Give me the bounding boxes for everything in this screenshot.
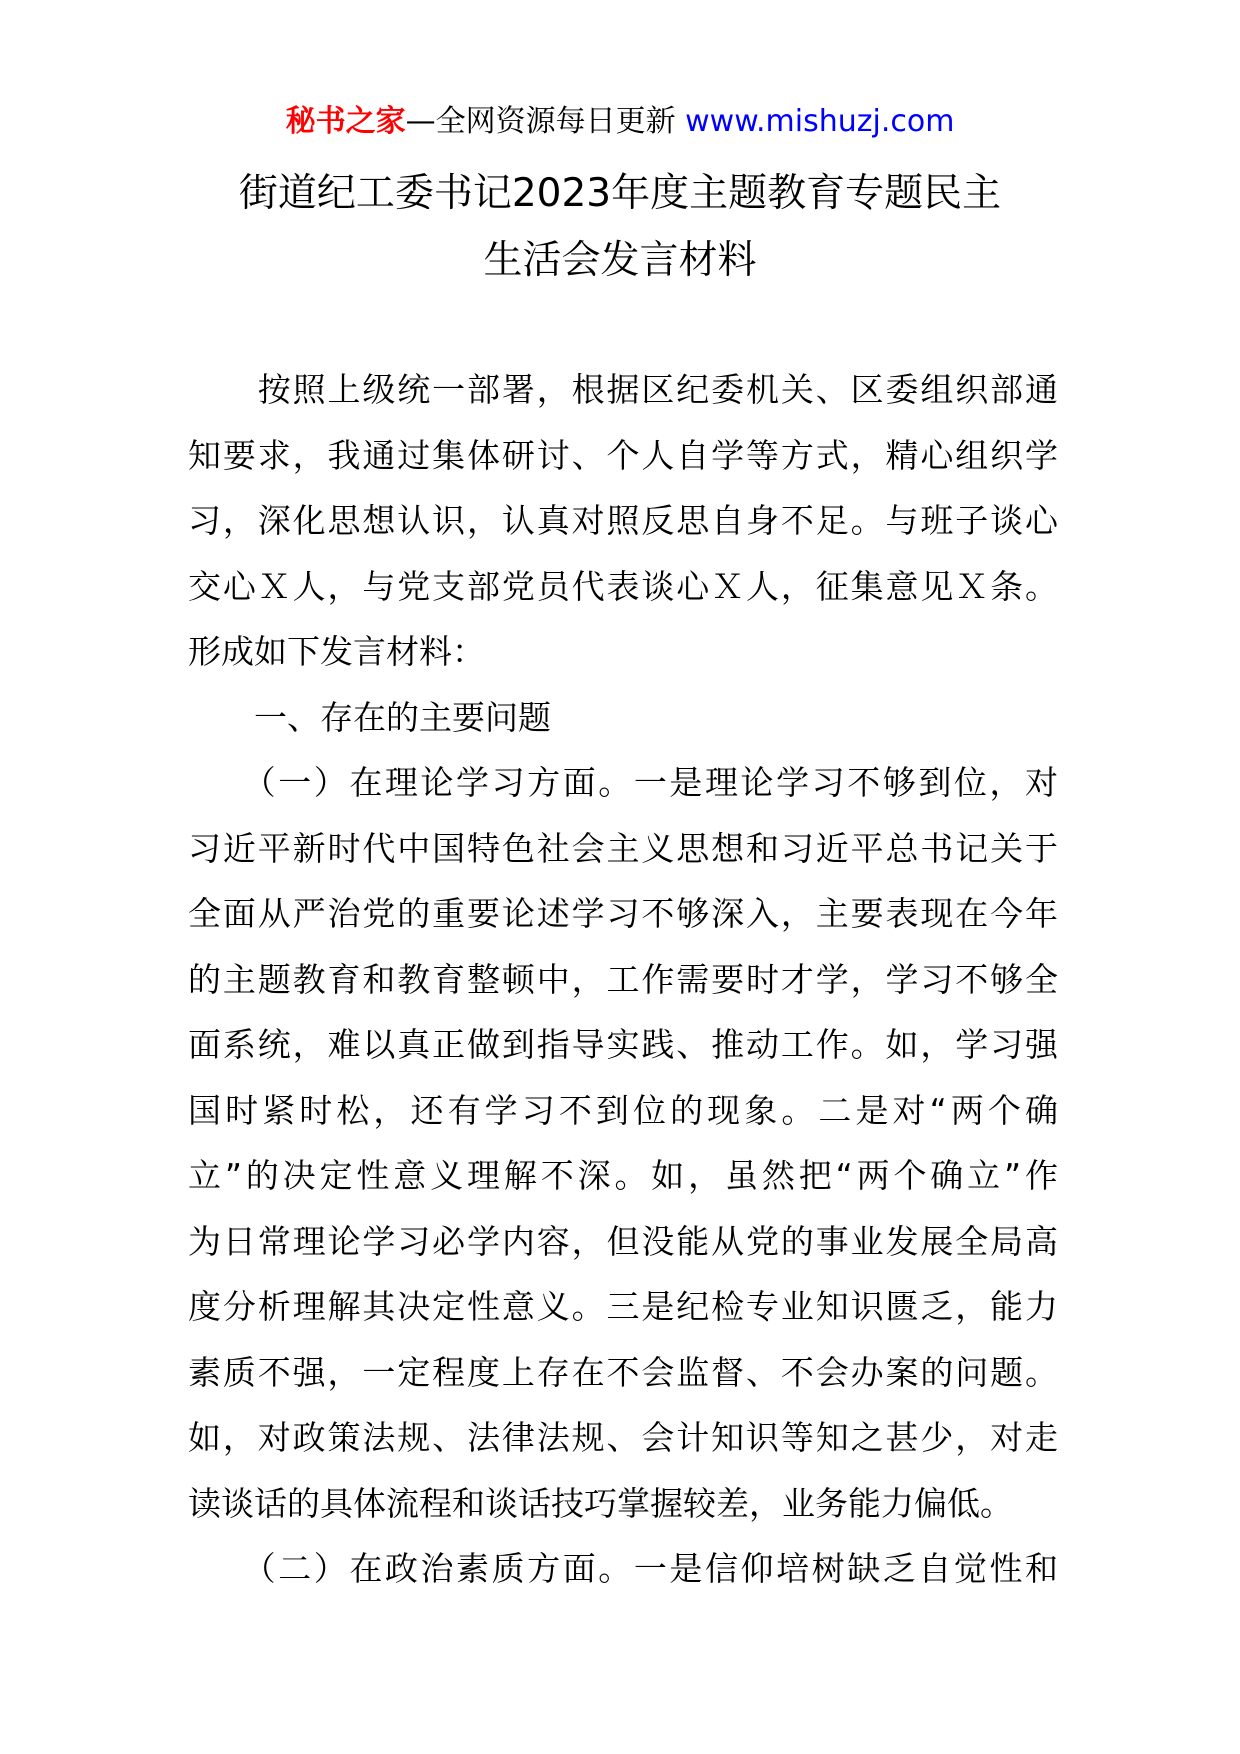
body-line: 全面从严治党的重要论述学习不够深入，主要表现在今年	[188, 894, 1058, 933]
body-line: 度分析理解其决定性意义。三是纪检专业知识匮乏，能力	[188, 1287, 1058, 1326]
title-line-2: 生活会发言材料	[483, 238, 757, 283]
body-line: 面系统，难以真正做到指导实践、推动工作。如，学习强	[188, 1025, 1058, 1064]
body-line: 习，深化思想认识，认真对照反思自身不足。与班子谈心	[188, 501, 1058, 540]
document-body	[188, 357, 1058, 1602]
site-header	[0, 100, 1240, 144]
body-line: 读谈话的具体流程和谈话技巧掌握较差，业务能力偏低。	[188, 1483, 1013, 1523]
body-line: 交心Ｘ人，与党支部党员代表谈心Ｘ人，征集意见Ｘ条。	[188, 566, 1058, 606]
body-line: （一）在理论学习方面。一是理论学习不够到位，对	[188, 763, 1058, 802]
body-line: （二）在政治素质方面。一是信仰培树缺乏自觉性和	[188, 1549, 1058, 1588]
body-line: 如，对政策法规、法律法规、会计知识等知之甚少，对走	[188, 1418, 1058, 1457]
body-line: 国时紧时松，还有学习不到位的现象。二是对“两个确	[188, 1090, 1058, 1130]
title-line-1: 街道纪工委书记2023年度主题教育专题民主	[238, 171, 1002, 216]
body-line: 的主题教育和教育整顿中，工作需要时才学，学习不够全	[188, 959, 1058, 999]
body-line: 素质不强，一定程度上存在不会监督、不会办案的问题。	[188, 1352, 1058, 1392]
body-line: 按照上级统一部署，根据区纪委机关、区委组织部通	[188, 370, 1058, 409]
body-line: 形成如下发言材料：	[188, 632, 485, 671]
site-brand: 秘书之家	[285, 104, 406, 139]
body-line: 习近平新时代中国特色社会主义思想和习近平总书记关于	[188, 828, 1058, 868]
site-url[interactable]: www.mishuzj.com	[685, 104, 955, 139]
body-line: 立”的决定性意义理解不深。如，虽然把“两个确立”作	[188, 1156, 1058, 1195]
body-line: 为日常理论学习必学内容，但没能从党的事业发展全局高	[188, 1221, 1058, 1261]
document-title	[120, 160, 1120, 294]
body-line: 知要求，我通过集体研讨、个人自学等方式，精心组织学	[188, 435, 1058, 475]
site-tagline: —全网资源每日更新	[405, 104, 686, 139]
section-heading: 一、存在的主要问题	[188, 697, 551, 737]
